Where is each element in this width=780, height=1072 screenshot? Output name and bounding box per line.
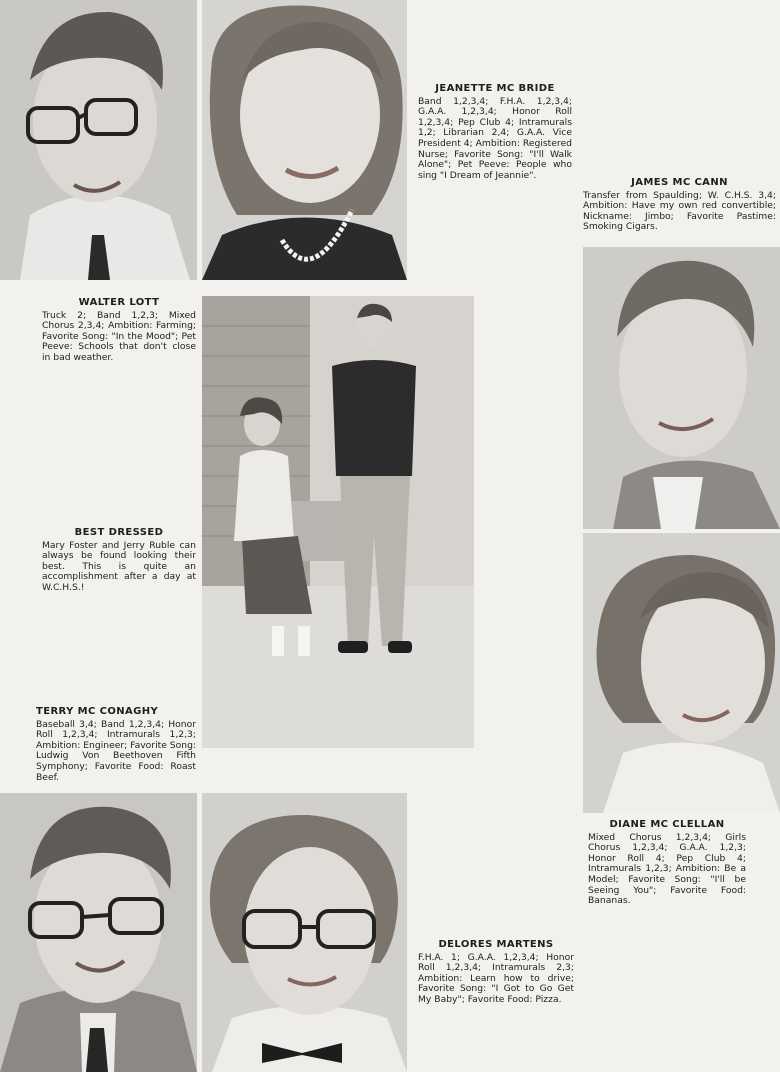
student-bio: Band 1,2,3,4; F.H.A. 1,2,3,4; G.A.A. 1,2,3,4; Honor Roll 1,2,3,4; Pep Club 4; Intramurals 1,2; Librarian 2,4; G.A.A. Vice President 4; Ambition: Registered Nurse; Favorite Song: "I'll Walk Alone"; Pet Peeve: People who sing "I Dream of Jeannie". bbox=[418, 95, 572, 181]
photo-best-dressed bbox=[202, 296, 474, 748]
student-bio: Transfer from Spaulding; W. C.H.S. 3,4; Ambition: Have my own red convertible; Nickname: Jimbo; Favorite Pastime: Smoking Cigars. bbox=[583, 189, 776, 233]
student-name: TERRY MC CONAGHY bbox=[36, 706, 159, 717]
bio-jeanette-mc-bride bbox=[418, 84, 572, 181]
bio-james-mc-cann bbox=[583, 178, 776, 233]
bio-diane-mc-clellan bbox=[588, 820, 746, 907]
bio-walter-lott bbox=[42, 298, 196, 364]
student-bio: Baseball 3,4; Band 1,2,3,4; Honor Roll 1,2,3,4; Intramurals 1,2,3; Ambition: Engineer; Favorite Song: Ludwig Von Beethoven Fifth Symphony; Favorite Food: Roast Beef. bbox=[36, 718, 197, 783]
photo-walter-lott bbox=[0, 0, 197, 280]
student-bio: F.H.A. 1; G.A.A. 1,2,3,4; Honor Roll 1,2,3,4; Intramurals 2,3; Ambition: Learn how to drive; Favorite Song: "I Got to Go Get My Baby"; Favorite Food: Pizza. bbox=[418, 951, 574, 1005]
caption-text: Mary Foster and Jerry Ruble can always be found looking their best. This is quite an accomplishment after a day at W.C.H.S.! bbox=[42, 539, 196, 593]
student-name: WALTER LOTT bbox=[78, 297, 160, 308]
student-name: JEANETTE MC BRIDE bbox=[435, 83, 555, 94]
student-name: JAMES MC CANN bbox=[631, 177, 728, 188]
photo-jeanette-mc-bride bbox=[202, 0, 407, 280]
photo-terry-mc-conaghy bbox=[0, 793, 197, 1072]
student-name: DIANE MC CLELLAN bbox=[609, 819, 725, 830]
student-bio: Truck 2; Band 1,2,3; Mixed Chorus 2,3,4; Ambition: Farming; Favorite Song: "In the Mood"; Pet Peeve: Schools that don't close in bad weather. bbox=[42, 309, 196, 363]
photo-diane-mc-clellan bbox=[583, 533, 780, 813]
bio-terry-mc-conaghy bbox=[36, 707, 196, 783]
best-dressed-caption bbox=[42, 528, 196, 594]
bio-delores-martens bbox=[418, 940, 574, 1006]
caption-heading: BEST DRESSED bbox=[74, 527, 164, 538]
student-name: DELORES MARTENS bbox=[438, 939, 554, 950]
photo-james-mc-cann bbox=[583, 247, 780, 529]
student-bio: Mixed Chorus 1,2,3,4; Girls Chorus 1,2,3,4; G.A.A. 1,2,3; Honor Roll 4; Pep Club 4; Intramurals 1,2,3; Ambition: Be a Model; Favorite Song: "I'll be Seeing You"; Favorite Food: Bananas. bbox=[588, 831, 746, 907]
photo-delores-martens bbox=[202, 793, 407, 1072]
